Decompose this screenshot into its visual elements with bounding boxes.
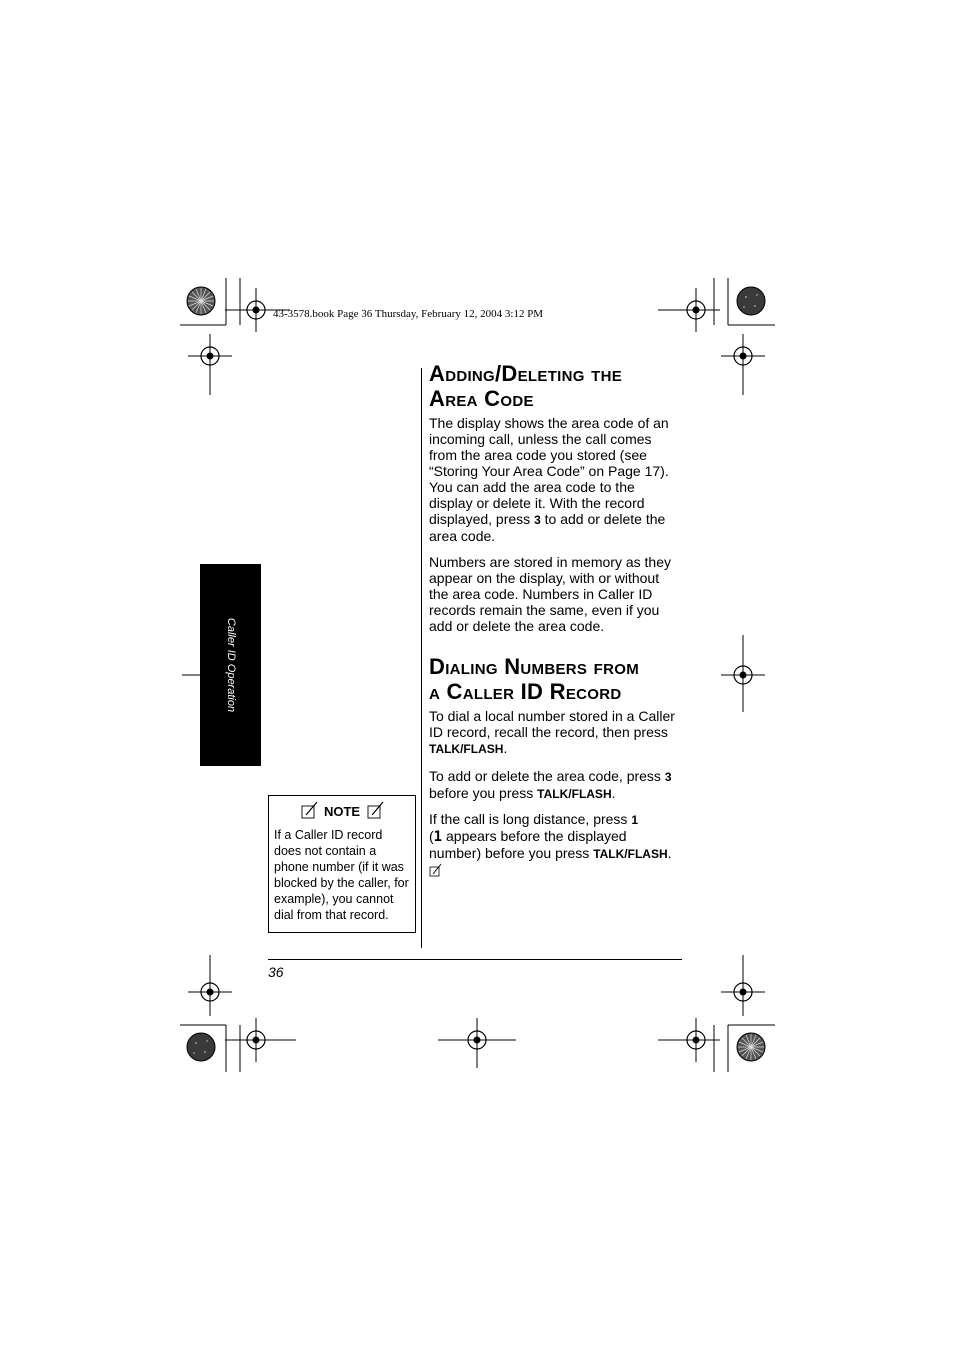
text-run: appears before the displayed	[442, 828, 627, 844]
text-run: To add or delete the area code, press	[429, 768, 665, 784]
key-talk-flash: TALK/FLASH	[537, 787, 612, 801]
section2-title-line2: a Caller ID Record	[429, 679, 622, 704]
note-right-icon	[367, 801, 385, 819]
print-slug: 43-3578.book Page 36 Thursday, February 12, 2004 3:12 PM	[273, 308, 544, 320]
note-title: NOTE	[323, 804, 361, 819]
text-line: dial from that record.	[274, 908, 389, 922]
text-line	[429, 845, 684, 862]
section2-title-line1: Dialing Numbers from	[429, 654, 639, 679]
text-line: example), you cannot	[274, 892, 394, 906]
text-line: Numbers are stored in memory as they	[429, 554, 671, 570]
display-digit: 1	[433, 829, 443, 845]
section2-paragraph1	[429, 708, 684, 757]
text-line	[429, 785, 684, 802]
text-line: does not contain a	[274, 844, 377, 858]
text-run: (	[429, 828, 434, 844]
text-line: blocked by the caller, for	[274, 876, 409, 890]
text-run: number) before you press	[429, 845, 594, 861]
text-line	[429, 828, 684, 845]
text-run: .	[611, 785, 616, 801]
side-tab-label: Caller ID Operation	[224, 617, 237, 713]
section2-title	[429, 654, 639, 704]
section1-title-line2: Area Code	[429, 386, 534, 411]
text-line: ID record, recall the record, then press	[429, 724, 668, 740]
footer-rule	[268, 959, 682, 960]
text-line	[429, 740, 684, 757]
text-line: The display shows the area code of an	[429, 415, 669, 431]
text-line: display or delete it. With the record	[429, 495, 645, 511]
text-run: to add or delete the	[540, 511, 666, 527]
text-line: appear on the display, with or without	[429, 570, 660, 586]
text-line: To dial a local number stored in a Caller	[429, 708, 675, 724]
note-text	[274, 827, 414, 923]
note-box	[268, 795, 416, 933]
section1-paragraph2	[429, 554, 684, 634]
section1-title	[429, 361, 622, 411]
text-line: phone number (if it was	[274, 860, 404, 874]
text-line: incoming call, unless the call comes	[429, 431, 652, 447]
text-line: from the area code you stored (see	[429, 447, 647, 463]
text-run: .	[667, 845, 672, 861]
text-line	[429, 511, 684, 528]
text-line	[429, 768, 684, 785]
text-line: You can add the area code to the	[429, 479, 635, 495]
key-3: 3	[534, 513, 541, 527]
text-line: If a Caller ID record	[274, 828, 383, 842]
page-number: 36	[268, 964, 284, 980]
text-line: area code.	[429, 528, 496, 544]
text-line	[429, 811, 684, 828]
text-line: records remain the same, even if you	[429, 602, 660, 618]
text-line: add or delete the area code.	[429, 618, 605, 634]
section1-title-line1: Adding/Deleting the	[429, 361, 623, 386]
note-end-icon	[429, 863, 443, 877]
text-line: the area code. Numbers in Caller ID	[429, 586, 653, 602]
key-talk-flash: TALK/FLASH	[593, 847, 668, 861]
text-line: “Storing Your Area Code” on Page 17).	[429, 463, 669, 479]
column-divider	[421, 368, 422, 948]
section2-paragraph3	[429, 811, 684, 877]
text-run: If the call is long distance, press	[429, 811, 632, 827]
section1-paragraph1	[429, 415, 684, 544]
text-run: .	[503, 740, 508, 756]
key-1: 1	[631, 813, 639, 827]
key-talk-flash: TALK/FLASH	[429, 742, 504, 756]
text-run: displayed, press	[429, 511, 535, 527]
text-run: before you press	[429, 785, 538, 801]
key-3: 3	[664, 770, 672, 784]
side-tab-label-wrap	[200, 564, 261, 766]
section2-paragraph2	[429, 768, 684, 802]
